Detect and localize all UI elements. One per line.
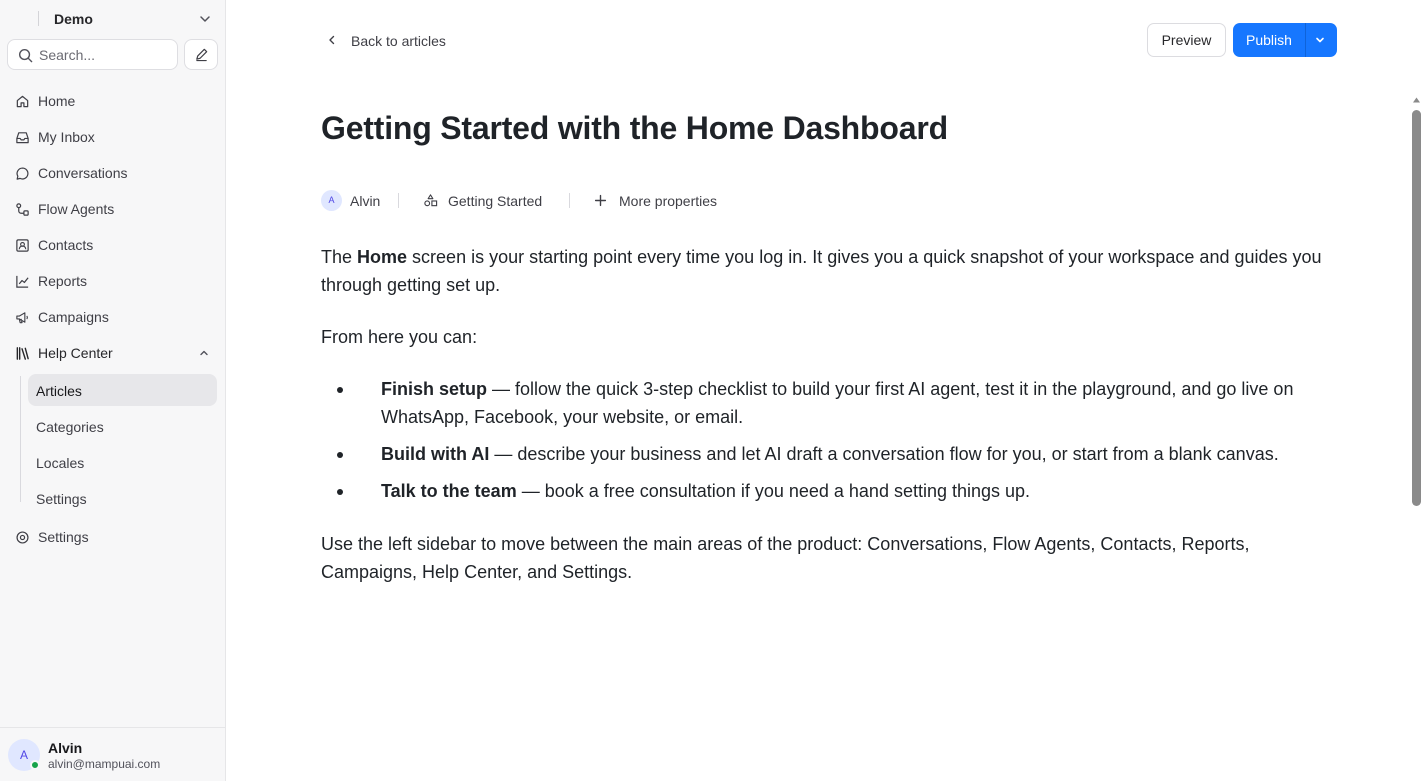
sidebar-item-label: My Inbox	[38, 129, 95, 145]
article-title[interactable]: Getting Started with the Home Dashboard	[321, 110, 948, 146]
list-item: Talk to the team — book a free consultation if you need a hand setting things up.	[321, 477, 1337, 505]
sidebar-subitem-label: Settings	[36, 491, 87, 507]
sidebar-subitem-settings[interactable]	[28, 482, 217, 514]
sidebar-subitem-locales[interactable]	[28, 446, 217, 478]
more-properties-button[interactable]: More properties	[619, 193, 718, 209]
sidebar-item-campaigns[interactable]	[8, 301, 218, 333]
preview-button[interactable]: Preview	[1147, 23, 1226, 57]
publish-button[interactable]	[1233, 23, 1337, 57]
user-email: alvin@mampuai.com	[48, 757, 161, 771]
workspace-divider	[38, 11, 39, 26]
chevron-down-icon[interactable]	[1314, 34, 1326, 46]
sidebar	[0, 0, 226, 781]
sidebar-item-label: Help Center	[38, 345, 113, 361]
gear-icon	[15, 530, 30, 545]
pencil-icon	[194, 47, 209, 62]
sidebar-item-label: Conversations	[38, 165, 128, 181]
category-property[interactable]: Getting Started	[448, 193, 543, 209]
property-divider	[569, 193, 570, 208]
sidebar-item-reports[interactable]	[8, 265, 218, 297]
search-icon	[18, 48, 33, 63]
publish-split-divider	[1305, 23, 1306, 57]
sidebar-subitem-label: Categories	[36, 419, 104, 435]
body-paragraph: The Home screen is your starting point every time you log in. It gives you a quick snapshot of your workspace and guides you through getting set up.	[321, 247, 1322, 295]
subnav-guide-line	[20, 376, 21, 502]
body-paragraph: Use the left sidebar to move between the main areas of the product: Conversations, Flow Agents, Contacts, Reports, Campaigns, Help Center, and Settings.	[321, 534, 1250, 582]
plus-icon	[594, 194, 607, 207]
sidebar-item-label: Reports	[38, 273, 88, 289]
author-property[interactable]: Alvin	[350, 193, 381, 209]
contact-card-icon	[15, 238, 30, 253]
megaphone-icon	[15, 310, 30, 325]
scroll-up-arrow-icon[interactable]	[1412, 96, 1421, 104]
article-properties	[321, 190, 921, 212]
sidebar-item-label: Contacts	[38, 237, 94, 253]
category-shapes-icon	[423, 193, 438, 208]
inbox-icon	[15, 130, 30, 145]
avatar: A	[8, 739, 40, 771]
online-status-dot	[30, 760, 40, 770]
sidebar-subitem-label: Locales	[36, 455, 85, 471]
author-avatar: A	[321, 190, 342, 211]
sidebar-item-contacts[interactable]	[8, 229, 218, 261]
sidebar-subitem-label: Articles	[36, 383, 82, 399]
chart-line-icon	[15, 274, 30, 289]
books-icon	[15, 346, 30, 361]
sidebar-item-settings[interactable]	[8, 521, 218, 553]
sidebar-item-help-center[interactable]	[8, 337, 218, 369]
sidebar-item-flow-agents[interactable]	[8, 193, 218, 225]
search-box[interactable]	[7, 39, 178, 70]
sidebar-subitem-articles[interactable]	[28, 374, 217, 406]
property-divider	[398, 193, 399, 208]
body-paragraph: From here you can:	[321, 327, 478, 347]
sidebar-item-my-inbox[interactable]	[8, 121, 218, 153]
publish-label: Publish	[1246, 32, 1292, 48]
back-label: Back to articles	[351, 33, 446, 49]
sidebar-subitem-categories[interactable]	[28, 410, 217, 442]
list-item: Finish setup — follow the quick 3-step checklist to build your first AI agent, test it in the playground, and go live on WhatsApp, Facebook, your website, or email.	[321, 375, 1337, 431]
compose-button[interactable]	[184, 39, 218, 70]
chevron-down-icon[interactable]	[198, 12, 212, 26]
sidebar-item-label: Flow Agents	[38, 201, 115, 217]
search-input[interactable]	[39, 46, 171, 64]
workspace-name: Demo	[54, 11, 93, 27]
sidebar-item-label: Home	[38, 93, 76, 109]
flow-icon	[15, 202, 30, 217]
chevron-left-icon	[326, 34, 338, 46]
home-icon	[15, 94, 30, 109]
sidebar-item-conversations[interactable]	[8, 157, 218, 189]
workspace-switcher[interactable]	[0, 0, 226, 38]
scrollbar-thumb[interactable]	[1412, 110, 1421, 506]
chat-bubble-icon	[15, 166, 30, 181]
user-name: Alvin	[48, 740, 83, 756]
list-item: Build with AI — describe your business and let AI draft a conversation flow for you, or start from a blank canvas.	[321, 440, 1337, 468]
user-profile[interactable]	[0, 727, 226, 781]
bullet-list	[321, 375, 1337, 514]
sidebar-item-home[interactable]	[8, 85, 218, 117]
chevron-up-icon[interactable]	[198, 347, 210, 359]
sidebar-item-label: Settings	[38, 529, 89, 545]
sidebar-item-label: Campaigns	[38, 309, 109, 325]
